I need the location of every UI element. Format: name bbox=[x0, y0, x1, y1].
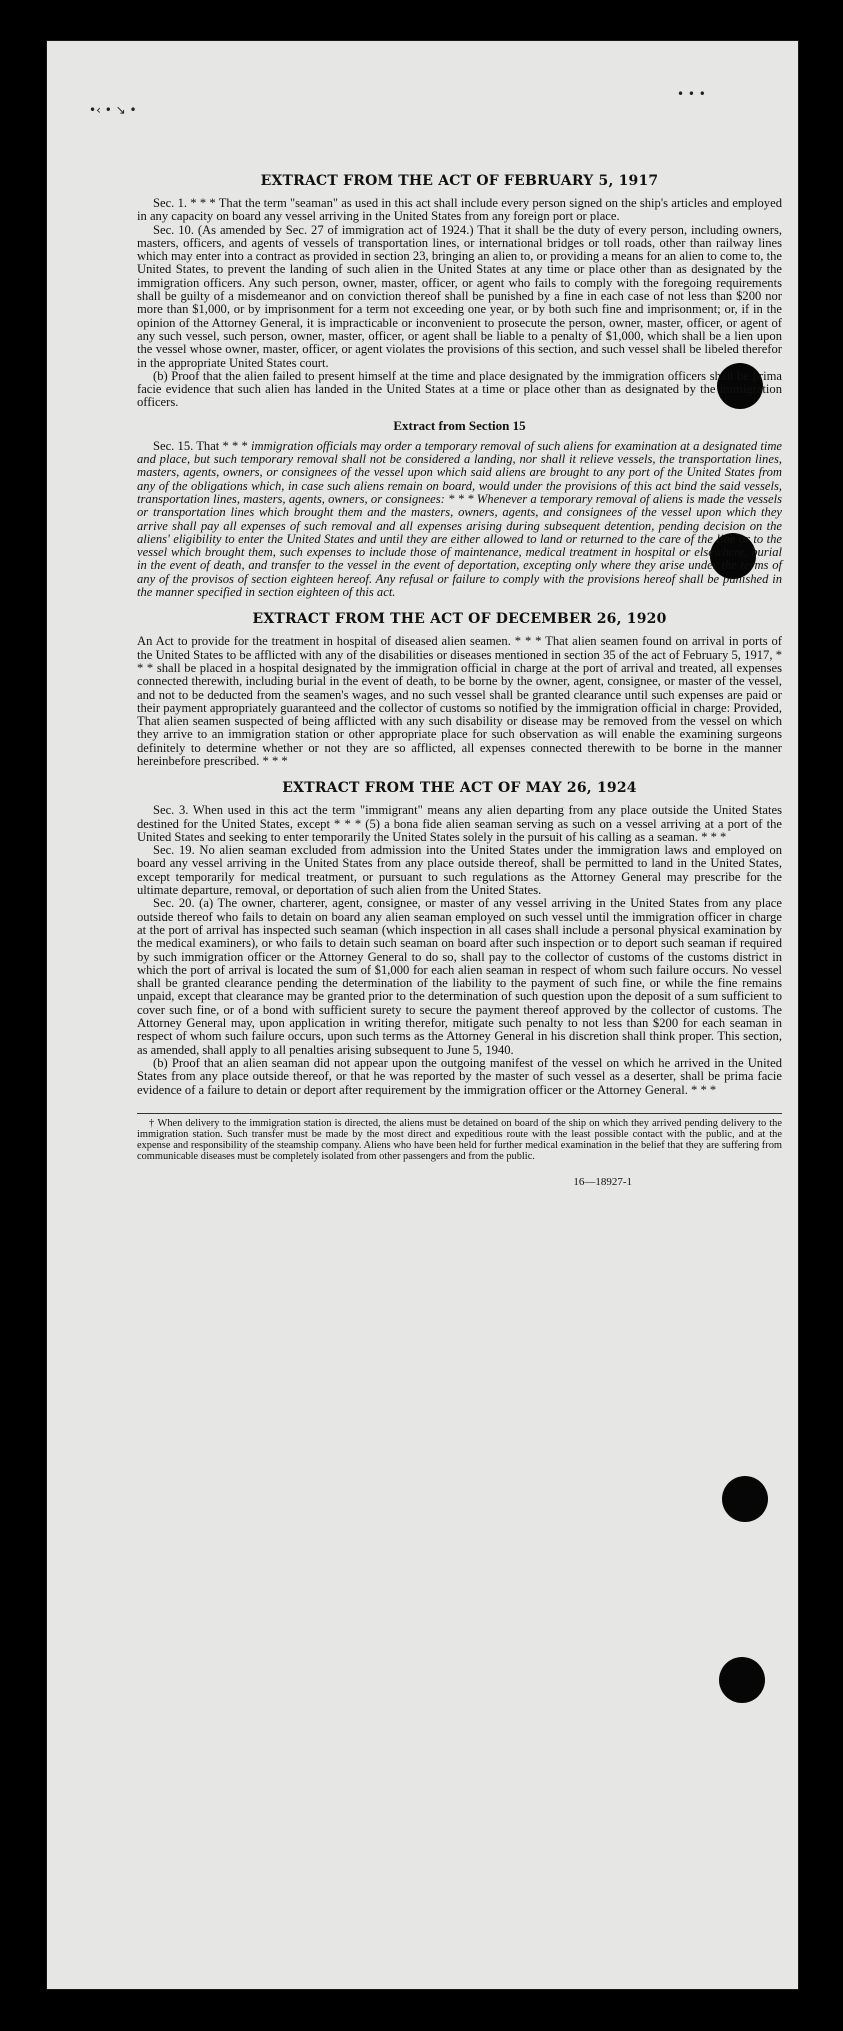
paragraph-sec20-b: (b) Proof that an alien seaman did not appear upon the outgoing manifest of the vessel on which he arrived in the United States from any place outside thereof, or that he was reported by the master of such vessel as a deserter, shall be prima facie evidence of a failure to detain or deport after requirement by the immigration officer or the Attorney General. * * * bbox=[137, 1055, 782, 1097]
top-right-marks: • • • bbox=[677, 87, 706, 101]
paragraph-sec19: Sec. 19. No alien seaman excluded from admission into the United States under the immigration laws and employed on board any vessel arriving in the United States from any place outside thereof, shall be permitted to land in the United States, except temporarily for medical treatment, or pursuant to such regulations as the Attorney General may prescribe for the ultimate departure, removal, or deportation of such alien from the United States. bbox=[137, 843, 782, 898]
paragraph-sec20-a: Sec. 20. (a) The owner, charterer, agent, consignee, or master of any vessel arriving in the United States from any place outside thereof who fails to detain on board any alien seaman employed on such vessel until the immigration officer in charge at the port of arrival has inspected such seaman (which inspection in all cases shall include a personal physical examination by the medical examiners), or who fails to detain such seaman on board after such inspection or to deport such seaman if required by such immigration officer or the Attorney General to do so, shall pay to the collector of customs of the customs district in which the port of arrival is located the sum of $1,000 for each alien seaman in respect of whom such failure occurs. No vessel shall be granted clearance pending the determination of the liability to the payment of such fine, or while the fine remains unpaid, except that clearance may be granted prior to the determination of such question upon the deposit of a sum sufficient to cover such fine, or of a bond with sufficient surety to secure the payment thereof approved by the collector of customs. The Attorney General may, upon application in writing therefor, mitigate such penalty to not less than $200 for each seaman in respect of whom such failure occurs, upon such terms as the Attorney General in his discretion shall think proper. This section, as amended, shall apply to all penalties arising subsequent to June 5, 1940. bbox=[137, 896, 782, 1057]
paragraph-sec10-b: (b) Proof that the alien failed to present himself at the time and place designated by the immigration officers shall be prima facie evidence that such alien has landed in the United States at a time or place other than as designated by the immigration officers. bbox=[137, 368, 782, 410]
punch-hole bbox=[719, 1657, 765, 1703]
punch-hole bbox=[722, 1476, 768, 1522]
document-page bbox=[46, 40, 799, 1990]
footnote: † When delivery to the immigration station is directed, the aliens must be detained on board of the ship on which they arrived pending delivery to the immigration station. Such transfer must be made by the most direct and expeditious route with the least possible contact with the public, and at the expense and responsibility of the steamship company. Aliens who have been held for further medical examination in the belief that they are suffering from communicable diseases must be completely isolated from other passengers and from the public. bbox=[137, 1113, 782, 1162]
section-title-1920: EXTRACT FROM THE ACT OF DECEMBER 26, 1920 bbox=[252, 611, 667, 628]
paragraph-sec1: Sec. 1. * * * That the term "seaman" as used in this act shall include every person signed on the ship's articles and employed in any capacity on board any vessel arriving in the United States from any foreign port or place. bbox=[137, 196, 782, 224]
form-number: 16—18927-1 bbox=[573, 1175, 632, 1188]
paragraph-sec3: Sec. 3. When used in this act the term "immigrant" means any alien departing from any place outside the United States destined for the United States, except * * * (5) a bona fide alien seaman serving as such on a vessel arriving at a port of the United States and seeking to enter temporarily the United States solely in the pursuit of his calling as a seaman. * * * bbox=[137, 803, 782, 844]
subtitle-section-15: Extract from Section 15 bbox=[393, 417, 526, 433]
document-text bbox=[137, 173, 782, 1188]
sec15-italic: immigration officials may order a temporary removal of such aliens for examination at a designated time and place, but such temporary removal shall not be considered a landing, nor shall it relieve vessels, the transportation lines, masters, agents, owners, or consignees of the vessel upon which said aliens are brought to any port of the United States from any of the obligations which, in case such aliens remain on board, would under the provisions of this act bind the said vessels, transportation lines, masters, agents, owners, or consignees: * * * Whenever a temporary removal of aliens is made the vessels or transportation lines which brought them and the masters, owners, agents, and consignees of the vessel upon which they arrive shall pay all expenses of such removal and all expenses arising during subsequent detention, pending decision on the aliens' eligibility to enter the United States and until they are either allowed to land or returned to the care of the line or to the vessel which brought them, such expenses to include those of maintenance, medical treatment in hospital or elsewhere, burial in the event of death, and transfer to the vessel in the event of deportation, excepting only where they arise under the terms of any of the provisos of section eighteen hereof. Any refusal or failure to comply with the provisions hereof shall be punished in the manner specified in section eighteen of this act. bbox=[137, 438, 783, 600]
top-left-marks: •‹ • ↘ • bbox=[89, 103, 137, 117]
section-title-1924: EXTRACT FROM THE ACT OF MAY 26, 1924 bbox=[282, 780, 637, 797]
paragraph-sec15 bbox=[137, 440, 782, 600]
paragraph-1920: An Act to provide for the treatment in hospital of diseased alien seamen. * * * That alien seamen found on arrival in ports of the United States to be afflicted with any of the disabilities or diseases mentioned in section 35 of the act of February 5, 1917, * * * shall be placed in a hospital designated by the immigration official in charge at the port of arrival and treated, all expenses connected therewith, including burial in the event of death, to be borne by the owner, agent, consignee, or master of the vessel, and not to be deducted from the seamen's wages, and no such vessel shall be granted clearance until such expenses are paid or their payment appropriately guaranteed and the collector of customs so notified by the immigration official in charge: Provided, That alien seamen suspected of being afflicted with any such disability or disease may be removed from the vessel on which they arrive to an immigration station or other appropriate place for such observation as will enable the examining surgeons definitely to determine whether or not they are so afflicted, all expenses connected therewith to be borne in the manner hereinbefore prescribed. * * * bbox=[137, 634, 782, 768]
section-title-1917: EXTRACT FROM THE ACT OF FEBRUARY 5, 1917 bbox=[260, 173, 659, 189]
sec15-lead: Sec. 15. That * * * bbox=[153, 438, 248, 453]
paragraph-sec10: Sec. 10. (As amended by Sec. 27 of immigration act of 1924.) That it shall be the duty of every person, including owners, masters, officers, and agents of vessels of transportation lines, or international bridges or toll roads, other than railway lines which may enter into a contract as provided in section 23, bringing an alien to, or providing a means for an alien to come to, the United States, to prevent the landing of such alien in the United States at any time or place other than as designated by the immigration officers. Any such person, owner, master, officer, or agent who fails to comply with the foregoing requirements shall be guilty of a misdemeanor and on conviction thereof shall be punished by a fine in each case of not less than $200 nor more than $1,000, or by imprisonment for a term not exceeding one year, or by both such fine and imprisonment; or, if in the opinion of the Attorney General, it is impracticable or inconvenient to prosecute the person, owner, master, officer, or agent of any such vessel, such person, owner, master, officer, or agent shall be liable to a penalty of $1,000, which shall be a lien upon the vessel whose owner, master, officer, or agent violates the provisions of this section, and such vessel shall be libeled therefor in the appropriate United States court. bbox=[137, 222, 782, 370]
